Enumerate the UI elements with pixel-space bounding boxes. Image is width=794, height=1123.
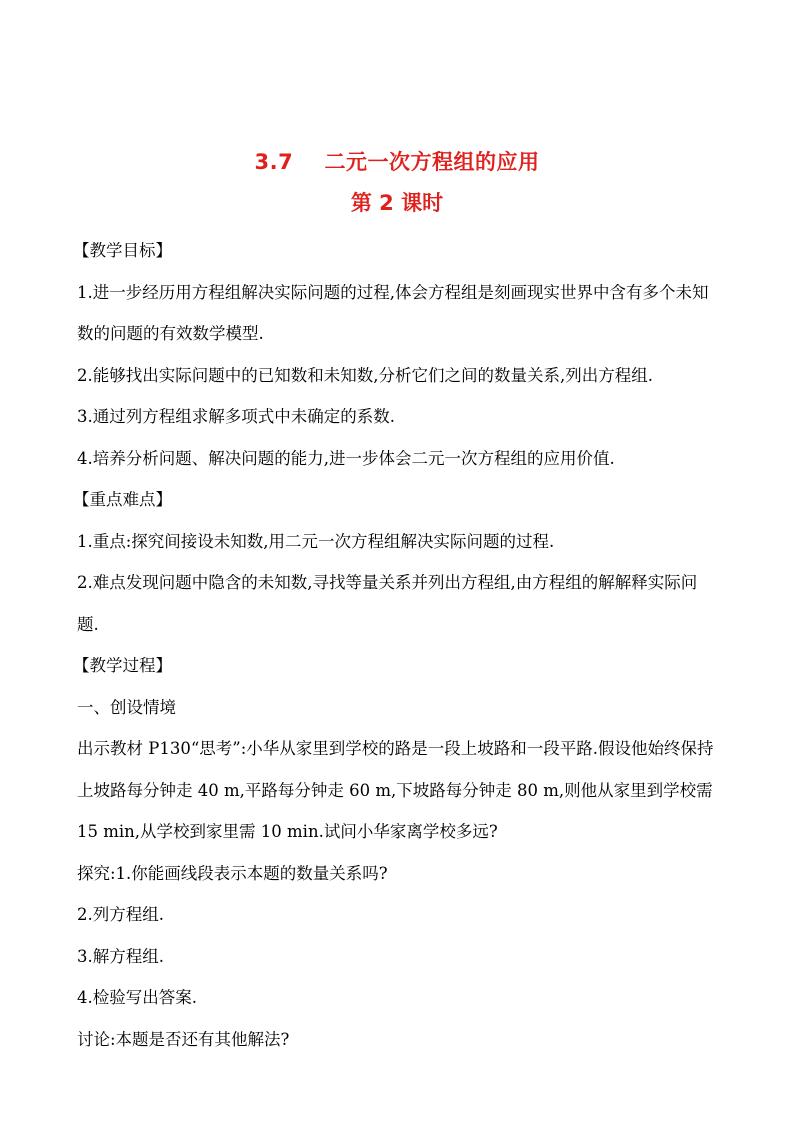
objective-item-2: 2.能够找出实际问题中的已知数和未知数,分析它们之间的数量关系,列出方程组. (77, 365, 653, 385)
process-heading: 【教学过程】 (73, 656, 172, 675)
objective-item-3: 3.通过列方程组求解多项式中未确定的系数. (77, 407, 395, 426)
process-line-explore: 探究:1.你能画线段表示本题的数量关系吗? (77, 863, 388, 883)
keypoint-item-1: 1.重点:探究间接设未知数,用二元一次方程组解决实际问题的过程. (77, 531, 555, 551)
process-line-step4: 4.检验写出答案. (77, 988, 197, 1007)
process-line-step2: 2.列方程组. (77, 905, 164, 924)
document-body (73, 230, 717, 1060)
keypoints-heading: 【重点难点】 (73, 490, 172, 509)
page-title: 3.7 二元一次方程组的应用 (254, 150, 540, 174)
objectives-heading: 【教学目标】 (73, 241, 172, 260)
keypoint-item-2: 2.难点发现问题中隐含的未知数,寻找等量关系并列出方程组,由方程组的解解释实际问题. (77, 573, 698, 634)
process-line-discussion: 讨论:本题是否还有其他解法? (77, 1029, 290, 1049)
process-paragraph: 出示教材 P130“思考”:小华从家里到学校的路是一段上坡路和一段平路.假设他始终保持上坡路每分钟走 40 m,平路每分钟走 60 m,下坡路每分钟走 80 m,则他从家里到学校需 15 min,从学校到家里需 10 min.试问小华家离学校多远? (77, 739, 714, 841)
objective-item-4: 4.培养分析问题、解决问题的能力,进一步体会二元一次方程组的应用价值. (77, 448, 615, 468)
process-subheading: 一、创设情境 (77, 697, 176, 717)
page-subtitle: 第 2 课时 (350, 191, 444, 215)
objective-item-1: 1.进一步经历用方程组解决实际问题的过程,体会方程组是刻画现实世界中含有多个未知数的问题的有效数学模型. (77, 282, 709, 343)
process-line-step3: 3.解方程组. (77, 946, 164, 966)
